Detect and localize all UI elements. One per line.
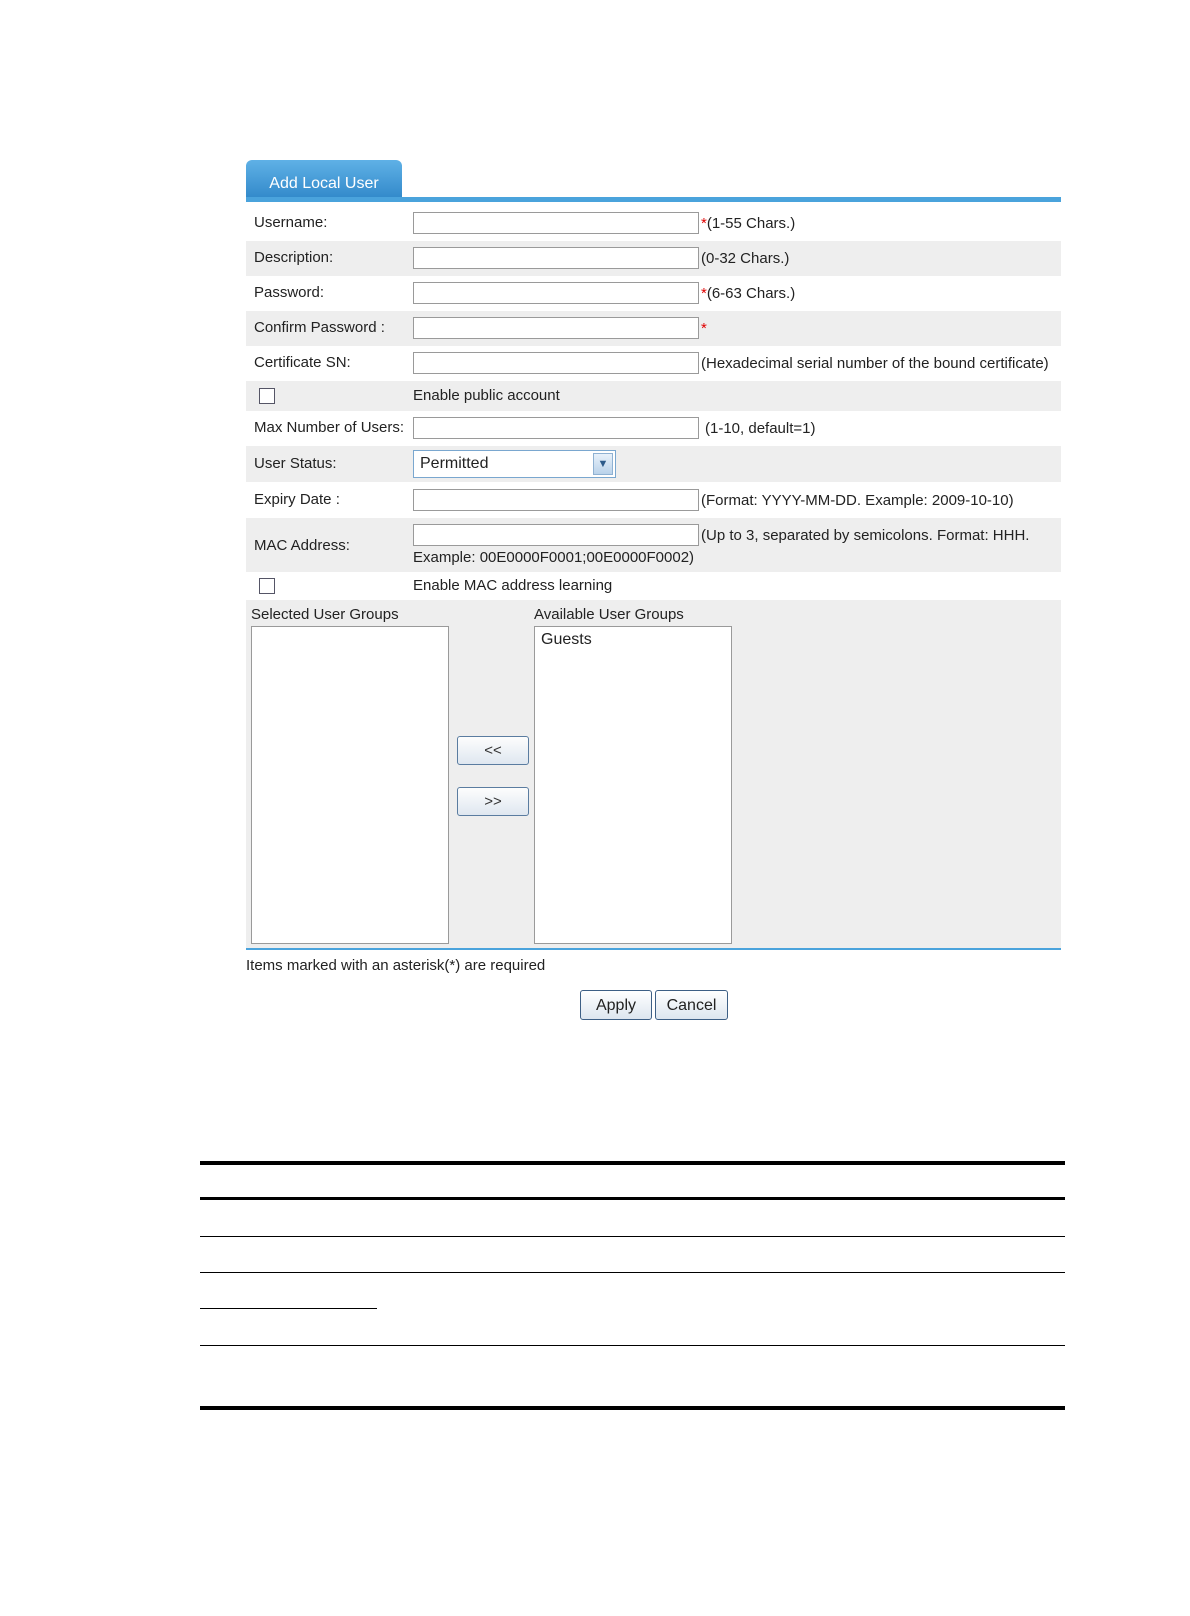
required-marker: * xyxy=(701,215,707,232)
table-row-rule xyxy=(200,1345,1065,1346)
certificate-sn-input[interactable] xyxy=(413,352,699,374)
table-top-rule xyxy=(200,1161,1065,1165)
selected-groups-list[interactable] xyxy=(251,626,449,944)
password-label: Password: xyxy=(254,284,325,301)
username-label: Username: xyxy=(254,214,328,231)
chevron-down-icon[interactable]: ▼ xyxy=(593,453,613,475)
table-row-rule xyxy=(200,1272,1065,1273)
mac-learning-label: Enable MAC address learning xyxy=(413,577,613,594)
user-groups-section xyxy=(246,600,1061,948)
required-note: Items marked with an asterisk(*) are required xyxy=(246,957,546,974)
list-item[interactable]: Guests xyxy=(541,631,592,648)
expiry-date-hint: (Format: YYYY-MM-DD. Example: 2009-10-10) xyxy=(701,492,1014,509)
public-account-checkbox[interactable] xyxy=(259,388,275,404)
max-users-input[interactable] xyxy=(413,417,699,439)
row-expiry-date xyxy=(246,482,1061,518)
row-mac-learning xyxy=(246,572,1061,600)
available-groups-label: Available User Groups xyxy=(534,606,684,623)
footer-divider xyxy=(246,948,1061,950)
certificate-sn-label: Certificate SN: xyxy=(254,354,351,371)
row-public-account xyxy=(246,381,1061,411)
user-status-value: Permitted xyxy=(420,455,489,472)
mac-address-input[interactable] xyxy=(413,524,699,546)
mac-address-hint: (Up to 3, separated by semicolons. Format: HHH. xyxy=(701,527,1030,544)
description-hint: (0-32 Chars.) xyxy=(701,250,790,267)
required-marker: * xyxy=(701,320,707,337)
confirm-password-label: Confirm Password : xyxy=(254,319,385,336)
row-max-users xyxy=(246,411,1061,446)
confirm-password-input[interactable] xyxy=(413,317,699,339)
apply-button[interactable]: Apply xyxy=(580,990,652,1020)
row-username xyxy=(246,206,1061,241)
cancel-button[interactable]: Cancel xyxy=(655,990,728,1020)
mac-learning-checkbox[interactable] xyxy=(259,578,275,594)
row-user-status xyxy=(246,446,1061,482)
row-certificate-sn xyxy=(246,346,1061,381)
mac-address-example: Example: 00E0000F0001;00E0000F0002) xyxy=(413,549,695,566)
username-input[interactable] xyxy=(413,212,699,234)
required-marker: * xyxy=(701,285,707,302)
password-hint: *(6-63 Chars.) xyxy=(701,285,796,302)
move-left-button[interactable]: << xyxy=(457,736,529,765)
user-status-select[interactable] xyxy=(413,450,616,478)
available-groups-list[interactable] xyxy=(534,626,732,944)
move-right-button[interactable]: >> xyxy=(457,787,529,816)
max-users-hint: (1-10, default=1) xyxy=(705,420,816,437)
username-hint: *(1-55 Chars.) xyxy=(701,215,796,232)
row-mac-address xyxy=(246,518,1061,572)
row-confirm-password xyxy=(246,311,1061,346)
mac-address-label: MAC Address: xyxy=(254,537,350,554)
expiry-date-label: Expiry Date : xyxy=(254,491,340,508)
row-password xyxy=(246,276,1061,311)
table-bottom-rule xyxy=(200,1406,1065,1410)
row-description xyxy=(246,241,1061,276)
selected-groups-label: Selected User Groups xyxy=(251,606,399,623)
table-header-rule xyxy=(200,1197,1065,1200)
tab-underline xyxy=(246,197,1061,202)
table-row-rule xyxy=(200,1236,1065,1237)
tab-add-local-user[interactable]: Add Local User xyxy=(246,160,402,201)
user-status-label: User Status: xyxy=(254,455,337,472)
expiry-date-input[interactable] xyxy=(413,489,699,511)
description-input[interactable] xyxy=(413,247,699,269)
public-account-label: Enable public account xyxy=(413,387,560,404)
table-cell-rule xyxy=(200,1308,377,1309)
max-users-label: Max Number of Users: xyxy=(254,419,405,436)
password-input[interactable] xyxy=(413,282,699,304)
certificate-sn-hint: (Hexadecimal serial number of the bound certificate) xyxy=(701,355,1049,372)
description-label: Description: xyxy=(254,249,334,266)
